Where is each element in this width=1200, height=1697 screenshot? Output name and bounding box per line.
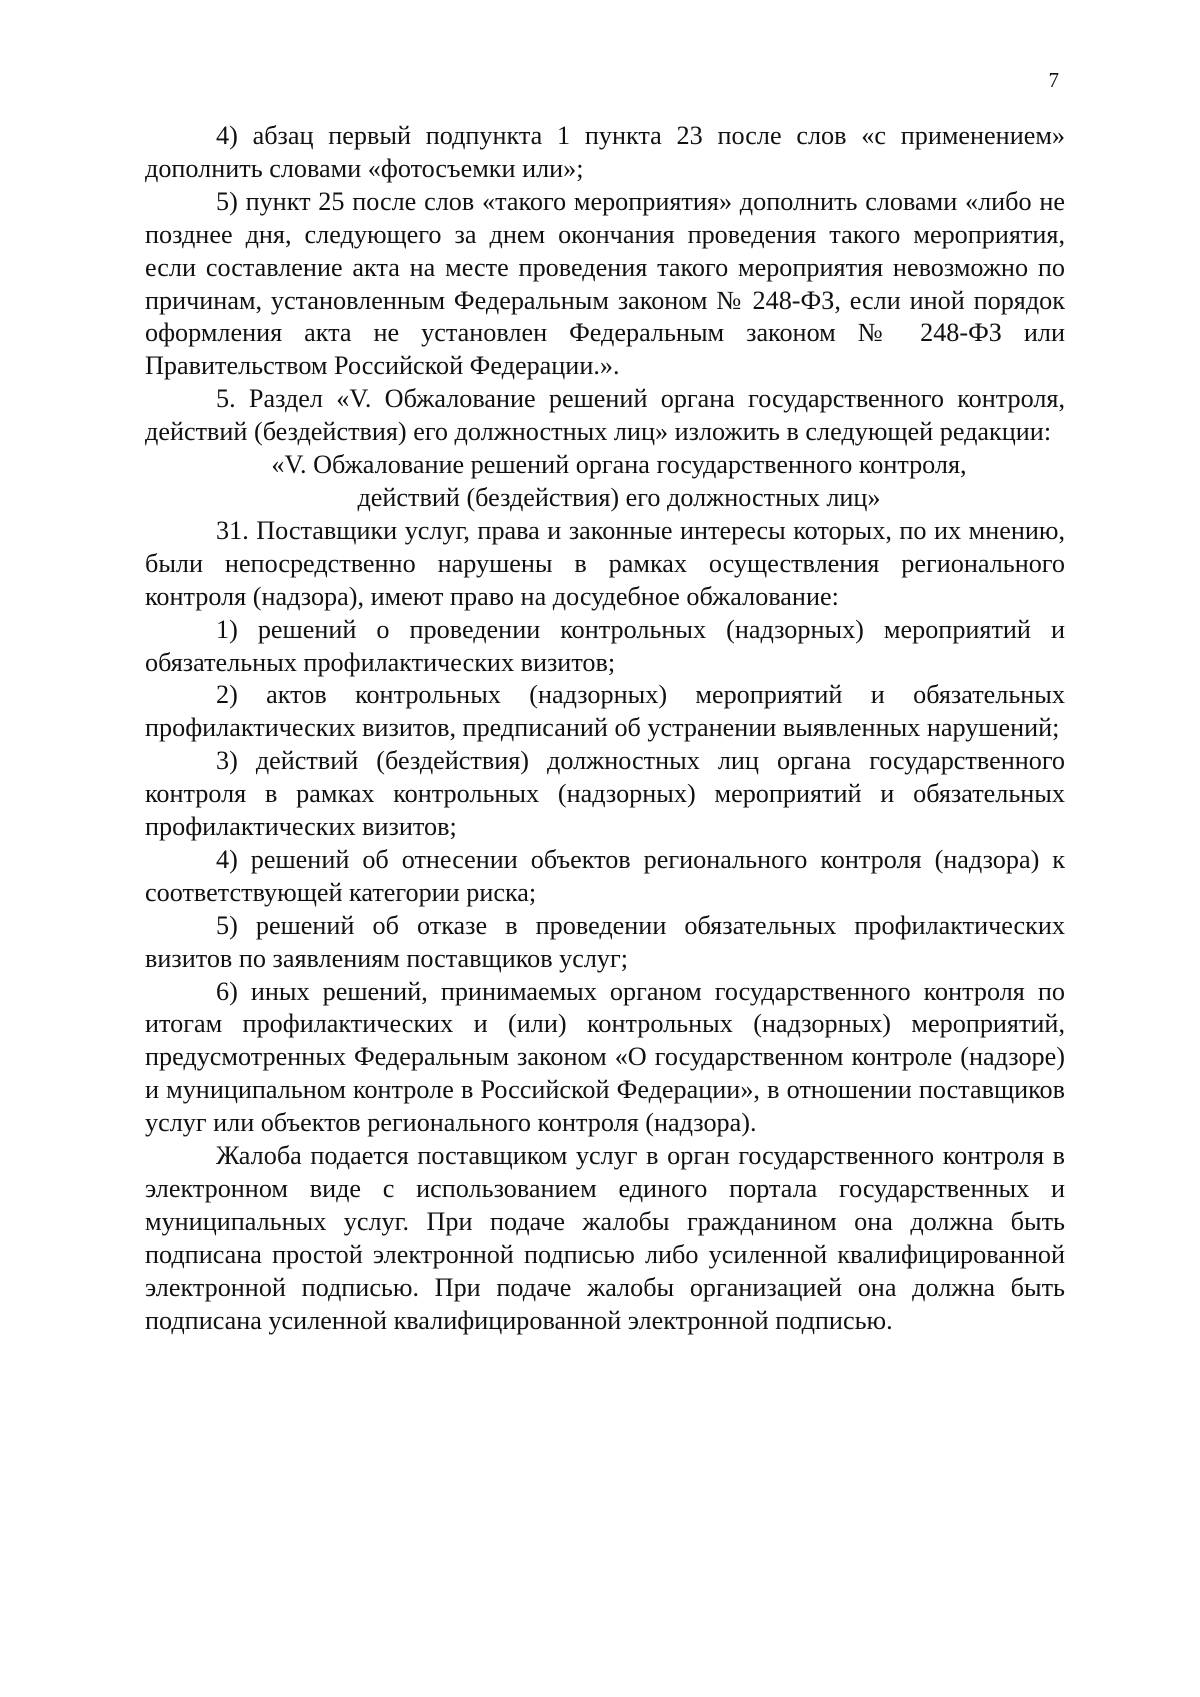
section-heading bbox=[145, 449, 1065, 515]
paragraph-clause-31: 31. Поставщики услуг, права и законные интересы которых, по их мнению, были непосредственно нарушены в рамках осуществления регионального контроля (надзора), имеют право на досудебное обжалование: bbox=[145, 515, 1065, 611]
paragraph-complaint: Жалоба подается поставщиком услуг в орган государственного контроля в электронном виде с использованием единого портала государственных и муниципальных услуг. При подаче жалобы гражданином она должна быть подписана простой электронной подписью либо усиленной квалифицированной электронной подписью. При подаче жалобы организацией она должна быть подписана усиленной квалифицированной электронной подписью. bbox=[145, 1141, 1065, 1335]
list-item-3: 3) действий (бездействия) должностных лиц органа государственного контроля в рамках контрольных (надзорных) мероприятий и обязательных профилактических визитов; bbox=[145, 746, 1065, 842]
list-item-1: 1) решений о проведении контрольных (надзорных) мероприятий и обязательных профилактических визитов; bbox=[145, 614, 1065, 677]
section-heading-line-2: действий (бездействия) его должностных лиц» bbox=[357, 482, 881, 512]
page-number: 7 bbox=[1048, 68, 1059, 92]
paragraph-item-4: 4) абзац первый подпункта 1 пункта 23 после слов «с применением» дополнить словами «фотосъемки или»; bbox=[145, 121, 1065, 183]
list-item-5: 5) решений об отказе в проведении обязательных профилактических визитов по заявлениям поставщиков услуг; bbox=[145, 910, 1065, 973]
paragraph-item-5: 5) пункт 25 после слов «такого мероприятия» дополнить словами «либо не позднее дня, следующего за днем окончания проведения такого мероприятия, если составление акта на месте проведения такого мероприятия невозможно по причинам, установленным Федеральным законом № 248-ФЗ, если иной порядок оформления акта не установлен Федеральным законом № 248-ФЗ или Правительством Российской Федерации.». bbox=[145, 186, 1065, 381]
list-item-6: 6) иных решений, принимаемых органом государственного контроля по итогам профилактических и (или) контрольных (надзорных) мероприятий, предусмотренных Федеральным законом «О государственном контроле (надзоре) и муниципальном контроле в Российской Федерации», в отношении поставщиков услуг или объектов регионального контроля (надзора). bbox=[145, 976, 1065, 1138]
section-heading-line-1: «V. Обжалование решений органа государственного контроля, bbox=[271, 450, 967, 480]
paragraph-section-5: 5. Раздел «V. Обжалование решений органа государственного контроля, действий (бездействия) его должностных лиц» изложить в следующей редакции: bbox=[145, 384, 1065, 447]
list-item-2: 2) актов контрольных (надзорных) мероприятий и обязательных профилактических визитов, предписаний об устранении выявленных нарушений; bbox=[145, 680, 1065, 743]
list-item-4: 4) решений об отнесении объектов регионального контроля (надзора) к соответствующей категории риска; bbox=[145, 844, 1065, 907]
document-body bbox=[145, 120, 1065, 1338]
